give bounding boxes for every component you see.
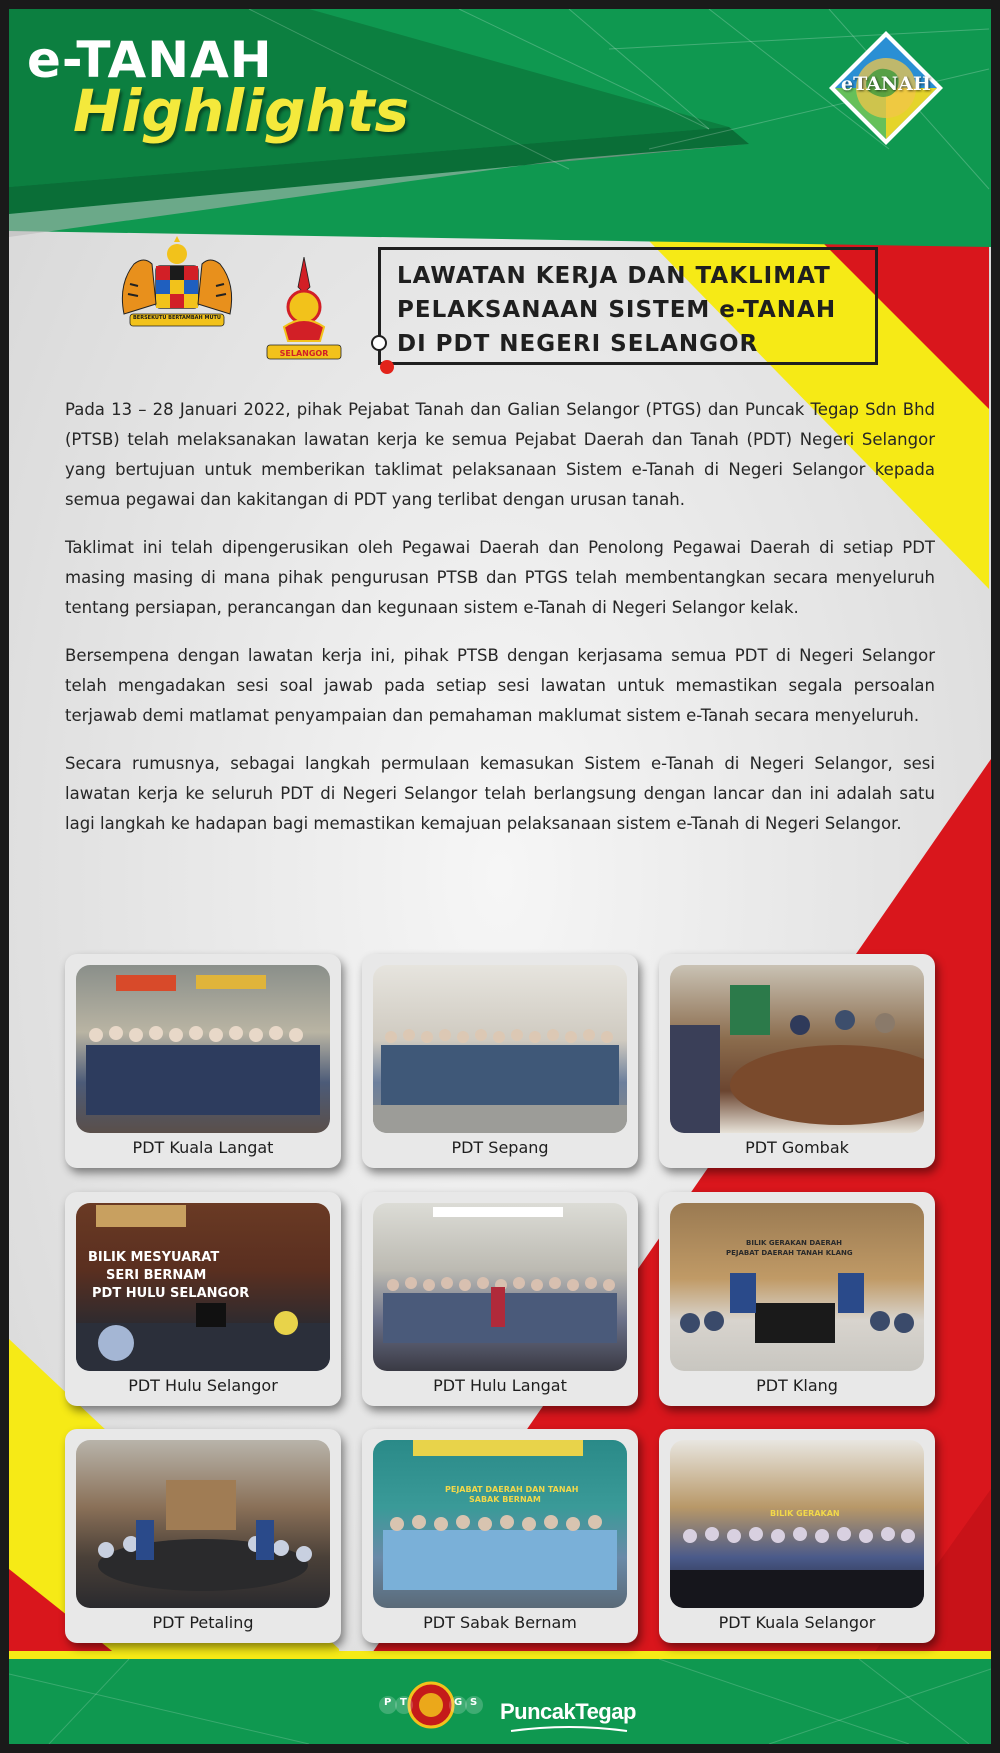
photo-caption: PDT Sabak Bernam: [423, 1613, 577, 1632]
photo-caption: PDT Klang: [756, 1376, 838, 1395]
photo-card-petaling: [65, 1429, 341, 1643]
photo-card-kuala-langat: [65, 954, 341, 1168]
article-body: [65, 395, 935, 857]
sign-line-2: SERI BERNAM: [106, 1268, 207, 1283]
sign-line-1: BILIK GERAKAN DAERAH: [746, 1239, 843, 1247]
photo-petaling: [76, 1440, 330, 1608]
photo-kuala-langat: [76, 965, 330, 1133]
photo-hulu-langat: [373, 1203, 627, 1371]
photo-caption: PDT Petaling: [152, 1613, 254, 1632]
photo-sepang: [373, 965, 627, 1133]
sign-line-2: PEJABAT DAERAH TANAH KLANG: [726, 1249, 853, 1257]
ptgs-letter-s: S: [470, 1697, 478, 1708]
brand-subtitle: Highlights: [73, 77, 410, 145]
puncak-swoosh-icon: [509, 1725, 629, 1733]
paragraph-4: Secara rumusnya, sebagai langkah permulaan kemasukan Sistem e-Tanah di Negeri Selangor, sesi lawatan kerja ke seluruh PDT di Negeri Selangor telah berlangsung dengan lancar dan ini adalah satu lagi langkah ke hadapan bagi memastikan kemajuan pelaksanaan sistem e-Tanah di Negeri Selangor.: [65, 754, 935, 833]
sign-line-2: SABAK BERNAM: [469, 1495, 541, 1504]
photo-card-gombak: [659, 954, 935, 1168]
photo-klang: [670, 1203, 924, 1371]
sign-line-1: BILIK GERAKAN: [770, 1509, 840, 1518]
sign-line-1: BILIK MESYUARAT: [88, 1250, 220, 1265]
ptgs-letter-g: G: [454, 1697, 463, 1708]
photo-caption: PDT Kuala Selangor: [718, 1613, 876, 1632]
ptgs-letter-t: T: [400, 1697, 407, 1708]
title-line-1: LAWATAN KERJA DAN TAKLIMAT: [397, 263, 831, 289]
photo-card-hulu-selangor: [65, 1192, 341, 1406]
photo-caption: PDT Kuala Langat: [132, 1138, 274, 1157]
poster-canvas: [9, 9, 991, 1744]
title-dot-red: [380, 360, 394, 374]
photo-gombak: [670, 965, 924, 1133]
paragraph-1: Pada 13 – 28 Januari 2022, pihak Pejabat Tanah dan Galian Selangor (PTGS) dan Puncak Tegap Sdn Bhd (PTSB) telah melaksanakan lawatan kerja ke semua Pejabat Daerah dan Tanah (PDT) Negeri Selangor yang bertujuan untuk memberikan taklimat pelaksanaan Sistem e-Tanah di Negeri Selangor kepada semua pegawai dan kakitangan di PDT yang terlibat dengan urusan tanah.: [65, 400, 935, 509]
photo-card-sepang: [362, 954, 638, 1168]
photo-card-sabak-bernam: [362, 1429, 638, 1643]
paragraph-2: Taklimat ini telah dipengerusikan oleh Pegawai Daerah dan Penolong Pegawai Daerah di setiap PDT masing masing di mana pihak pengurusan PTSB dan PTGS telah membentangkan secara menyeluruh tentang persiapan, perancangan dan kegunaan sistem e-Tanah di Negeri Selangor kelak.: [65, 538, 935, 617]
photo-card-kuala-selangor: [659, 1429, 935, 1643]
ptgs-letter-p: P: [384, 1697, 392, 1708]
puncak-tegap-logo: PuncakTegap: [500, 1699, 636, 1724]
photo-hulu-selangor: [76, 1203, 330, 1371]
photo-card-hulu-langat: [362, 1192, 638, 1406]
footer-yellow-line: [9, 1651, 991, 1659]
page-title: [397, 259, 877, 361]
etanah-logo-text: eTANAH: [841, 73, 931, 95]
title-dot-white: [371, 335, 387, 351]
selangor-label: SELANGOR: [279, 349, 329, 358]
photo-card-klang: [659, 1192, 935, 1406]
photo-sabak-bernam: [373, 1440, 627, 1608]
malaysia-motto: BERSEKUTU BERTAMBAH MUTU: [133, 315, 221, 321]
photo-caption: PDT Hulu Langat: [433, 1376, 567, 1395]
paragraph-3: Bersempena dengan lawatan kerja ini, pihak PTSB dengan kerjasama semua PDT di Negeri Selangor telah mengadakan sesi soal jawab pada setiap sesi lawatan untuk memastikan segala persoalan terjawab demi matlamat penyampaian dan pemahaman maklumat sistem e-Tanah secara menyeluruh.: [65, 646, 935, 725]
sign-line-3: PDT HULU SELANGOR: [92, 1286, 250, 1301]
title-line-3: DI PDT NEGERI SELANGOR: [397, 331, 759, 357]
photo-caption: PDT Hulu Selangor: [128, 1376, 278, 1395]
brand-title: e-TANAH: [27, 31, 273, 89]
photo-kuala-selangor: [670, 1440, 924, 1608]
sign-line-1: PEJABAT DAERAH DAN TANAH: [445, 1485, 579, 1494]
title-line-2: PELAKSANAAN SISTEM e-TANAH: [397, 297, 837, 323]
photo-caption: PDT Gombak: [745, 1138, 849, 1157]
photo-caption: PDT Sepang: [451, 1138, 549, 1157]
